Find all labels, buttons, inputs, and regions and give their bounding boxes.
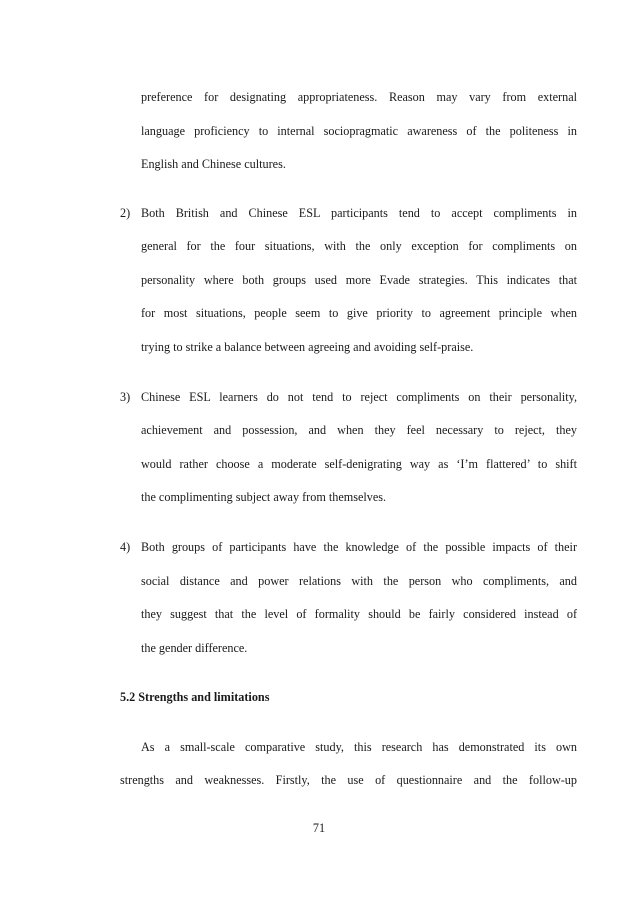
list-item-line: the complimenting subject away from themselves. xyxy=(141,490,387,504)
intro-line: preference for designating appropriateness. Reason may vary from external xyxy=(141,90,577,104)
list-item-line: would rather choose a moderate self-denigrating way as ‘I’m flattered’ to shift xyxy=(141,457,577,471)
list-item-line: general for the four situations, with the only exception for compliments on xyxy=(141,239,577,253)
list-number: 3) xyxy=(120,390,131,404)
body-line: strengths and weaknesses. Firstly, the use of questionnaire and the follow-up xyxy=(120,773,577,787)
section-heading: 5.2 Strengths and limitations xyxy=(120,690,270,704)
list-item-line: social distance and power relations with the person who compliments, and xyxy=(141,574,577,588)
page-number: 71 xyxy=(312,821,326,835)
list-item-line: Both British and Chinese ESL participants tend to accept compliments in xyxy=(141,206,577,220)
list-item-line: personality where both groups used more Evade strategies. This indicates that xyxy=(141,273,577,287)
list-number: 4) xyxy=(120,540,131,554)
list-item-line: Both groups of participants have the knowledge of the possible impacts of their xyxy=(141,540,577,554)
intro-line: English and Chinese cultures. xyxy=(141,157,286,171)
list-item-line: for most situations, people seem to give priority to agreement principle when xyxy=(141,306,577,320)
list-item-line: the gender difference. xyxy=(141,641,248,655)
list-item-line: they suggest that the level of formality should be fairly considered instead of xyxy=(141,607,577,621)
list-item-line: trying to strike a balance between agreeing and avoiding self-praise. xyxy=(141,340,474,354)
list-item-line: achievement and possession, and when they feel necessary to reject, they xyxy=(141,423,577,437)
list-number: 2) xyxy=(120,206,131,220)
intro-line: language proficiency to internal sociopragmatic awareness of the politeness in xyxy=(141,124,577,138)
body-line: As a small-scale comparative study, this research has demonstrated its own xyxy=(141,740,577,754)
list-item-line: Chinese ESL learners do not tend to reject compliments on their personality, xyxy=(141,390,577,404)
